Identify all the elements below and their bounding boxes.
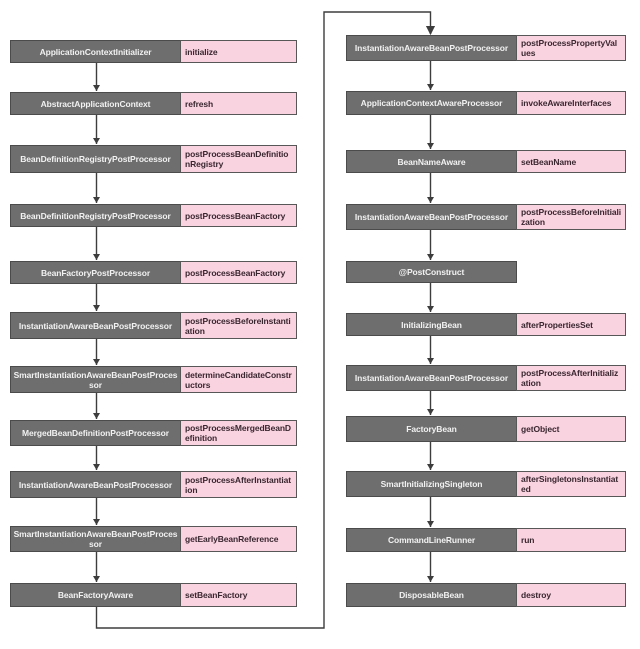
class-name-box: ApplicationContextAwareProcessor	[346, 91, 517, 115]
method-name-box: afterSingletonsInstantiated	[516, 471, 626, 497]
class-name-box: MergedBeanDefinitionPostProcessor	[10, 420, 181, 446]
flow-node	[346, 35, 626, 61]
method-name-box: afterPropertiesSet	[516, 313, 626, 336]
method-name-box: run	[516, 528, 626, 552]
arrowhead	[93, 464, 100, 470]
class-name-box: SmartInitializingSingleton	[346, 471, 517, 497]
arrowhead	[93, 197, 100, 203]
arrowhead	[427, 254, 434, 260]
arrowhead	[427, 84, 434, 90]
arrowhead	[93, 85, 100, 91]
method-name-box: postProcessBeanDefinitionRegistry	[180, 145, 297, 173]
class-name-box: SmartInstantiationAwareBeanPostProcessor	[10, 366, 181, 393]
flow-node	[346, 150, 626, 173]
arrowhead	[427, 358, 434, 364]
class-name-box: BeanDefinitionRegistryPostProcessor	[10, 145, 181, 173]
arrowhead	[93, 413, 100, 419]
method-name-box: initialize	[180, 40, 297, 63]
flow-node	[10, 420, 297, 446]
method-name-box: destroy	[516, 583, 626, 607]
class-name-box: BeanDefinitionRegistryPostProcessor	[10, 204, 181, 227]
class-name-box: FactoryBean	[346, 416, 517, 442]
arrowhead	[93, 254, 100, 260]
flow-node	[10, 312, 297, 339]
arrowhead	[427, 306, 434, 312]
flow-node	[10, 40, 297, 63]
method-name-box: postProcessMergedBeanDefinition	[180, 420, 297, 446]
flow-node	[346, 365, 626, 391]
class-name-box: CommandLineRunner	[346, 528, 517, 552]
flow-node	[10, 204, 297, 227]
class-name-box: DisposableBean	[346, 583, 517, 607]
method-name-box: determineCandidateConstructors	[180, 366, 297, 393]
class-name-box: @PostConstruct	[346, 261, 517, 283]
flow-node	[346, 583, 626, 607]
class-name-box: AbstractApplicationContext	[10, 92, 181, 115]
arrowhead	[93, 305, 100, 311]
method-name-box: refresh	[180, 92, 297, 115]
arrowhead	[93, 576, 100, 582]
method-name-box: setBeanFactory	[180, 583, 297, 607]
class-name-box: InstantiationAwareBeanPostProcessor	[346, 204, 517, 230]
class-name-box: SmartInstantiationAwareBeanPostProcessor	[10, 526, 181, 552]
method-name-box: getObject	[516, 416, 626, 442]
method-name-box: postProcessAfterInitialization	[516, 365, 626, 391]
class-name-box: InstantiationAwareBeanPostProcessor	[346, 35, 517, 61]
class-name-box: BeanNameAware	[346, 150, 517, 173]
arrowhead	[93, 138, 100, 144]
method-name-box: postProcessBeforeInitialization	[516, 204, 626, 230]
flow-node	[10, 92, 297, 115]
flow-node	[10, 145, 297, 173]
flow-node	[346, 416, 626, 442]
method-name-box: invokeAwareInterfaces	[516, 91, 626, 115]
arrowhead	[427, 464, 434, 470]
arrowhead	[93, 359, 100, 365]
class-name-box: BeanFactoryPostProcessor	[10, 261, 181, 284]
class-name-box: InstantiationAwareBeanPostProcessor	[10, 312, 181, 339]
flow-node	[346, 204, 626, 230]
class-name-box: InitializingBean	[346, 313, 517, 336]
flow-node	[10, 583, 297, 607]
arrowhead	[427, 521, 434, 527]
flow-node	[10, 366, 297, 393]
flow-node	[346, 91, 626, 115]
class-name-box: BeanFactoryAware	[10, 583, 181, 607]
arrowhead	[427, 143, 434, 149]
method-name-box: postProcessBeanFactory	[180, 261, 297, 284]
method-name-box: postProcessPropertyValues	[516, 35, 626, 61]
arrowhead	[427, 576, 434, 582]
flow-node	[346, 313, 626, 336]
method-name-box: setBeanName	[516, 150, 626, 173]
flow-node	[346, 528, 626, 552]
class-name-box: InstantiationAwareBeanPostProcessor	[346, 365, 517, 391]
arrowhead	[93, 519, 100, 525]
flow-node-postconstruct	[346, 261, 517, 283]
flow-node	[10, 526, 297, 552]
class-name-box: ApplicationContextInitializer	[10, 40, 181, 63]
flow-node	[346, 471, 626, 497]
method-name-box: postProcessAfterInstantiation	[180, 471, 297, 498]
method-name-box: postProcessBeforeInstantiation	[180, 312, 297, 339]
flow-node	[10, 261, 297, 284]
method-name-box: getEarlyBeanReference	[180, 526, 297, 552]
arrowhead	[427, 409, 434, 415]
method-name-box: postProcessBeanFactory	[180, 204, 297, 227]
arrowhead	[427, 197, 434, 203]
class-name-box: InstantiationAwareBeanPostProcessor	[10, 471, 181, 498]
flow-node	[10, 471, 297, 498]
